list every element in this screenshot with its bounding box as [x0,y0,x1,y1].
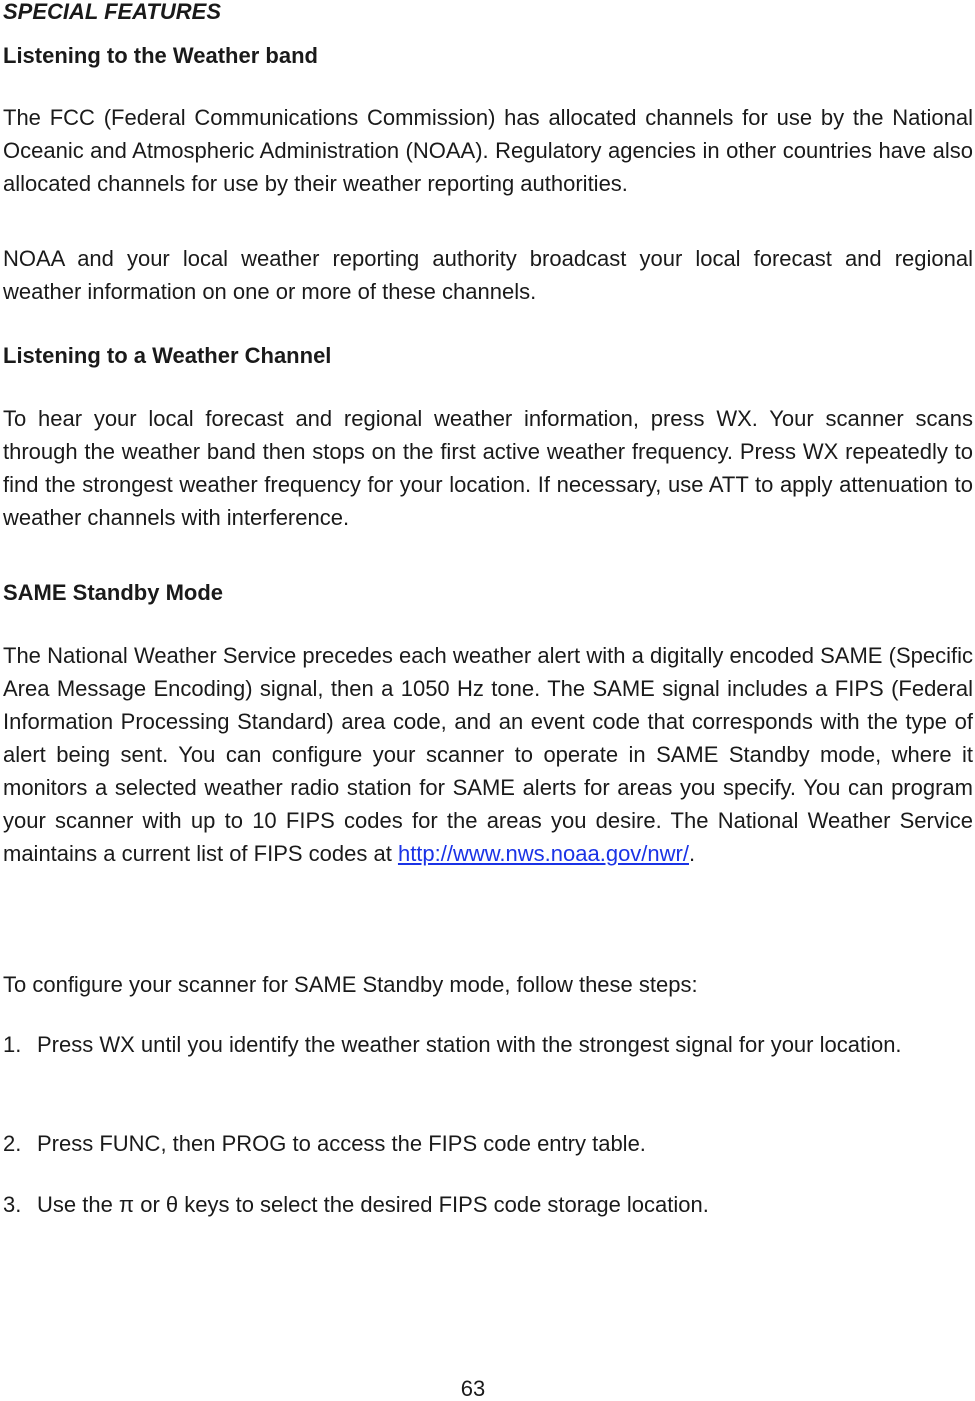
page-number: 63 [460,1376,486,1401]
step-item [3,1127,973,1160]
paragraph-fcc: The FCC (Federal Communications Commission) has allocated channels for use by the National Oceanic and Atmospheric Administration (NOAA). Regulatory agencies in other countries have also allocated channels for use by their weather reporting authorities. [3,105,973,196]
heading-weather-band: Listening to the Weather band [3,43,318,68]
paragraph-nws-text: The National Weather Service precedes each weather alert with a digitally encoded SAME (Specific Area Message Encoding) signal, then a 1050 Hz tone. The SAME signal includes a FIPS (Federal Information Processing Standard) area code, and an event code that corresponds with the type of alert being sent. You can configure your scanner to operate in SAME Standby mode, where it monitors a selected weather radio station for SAME alerts for areas you specify. You can program your scanner with up to 10 FIPS codes for the areas you desire. The National Weather Service maintains a current list of FIPS codes at [3,643,973,866]
section-title: SPECIAL FEATURES [3,0,221,24]
step-text: Press FUNC, then PROG to access the FIPS code entry table. [37,1131,646,1156]
paragraph-noaa: NOAA and your local weather reporting authority broadcast your local forecast and regional weather information on one or more of these channels. [3,246,973,304]
paragraph-hear-forecast: To hear your local forecast and regional weather information, press WX. Your scanner scans through the weather band then stops on the first active weather frequency. Press WX repeatedly to find the strongest weather frequency for your location. If necessary, use ATT to apply attenuation to weather channels with interference. [3,406,973,530]
paragraph-nws [3,639,973,870]
step-text: Press WX until you identify the weather station with the strongest signal for your location. [37,1032,902,1057]
step-number: 1. [3,1032,22,1057]
step-text: Use the π or θ keys to select the desired FIPS code storage location. [37,1192,709,1217]
step-number: 3. [3,1192,22,1217]
step-number: 2. [3,1131,22,1156]
nws-fips-link[interactable]: http://www.nws.noaa.gov/nwr/ [397,841,689,866]
step-item [3,1188,973,1221]
paragraph-configure: To configure your scanner for SAME Standby mode, follow these steps: [3,972,698,997]
heading-weather-channel: Listening to a Weather Channel [3,343,332,368]
heading-same-standby: SAME Standby Mode [3,580,224,605]
paragraph-nws-end: . [688,841,696,866]
step-item [3,1028,973,1061]
